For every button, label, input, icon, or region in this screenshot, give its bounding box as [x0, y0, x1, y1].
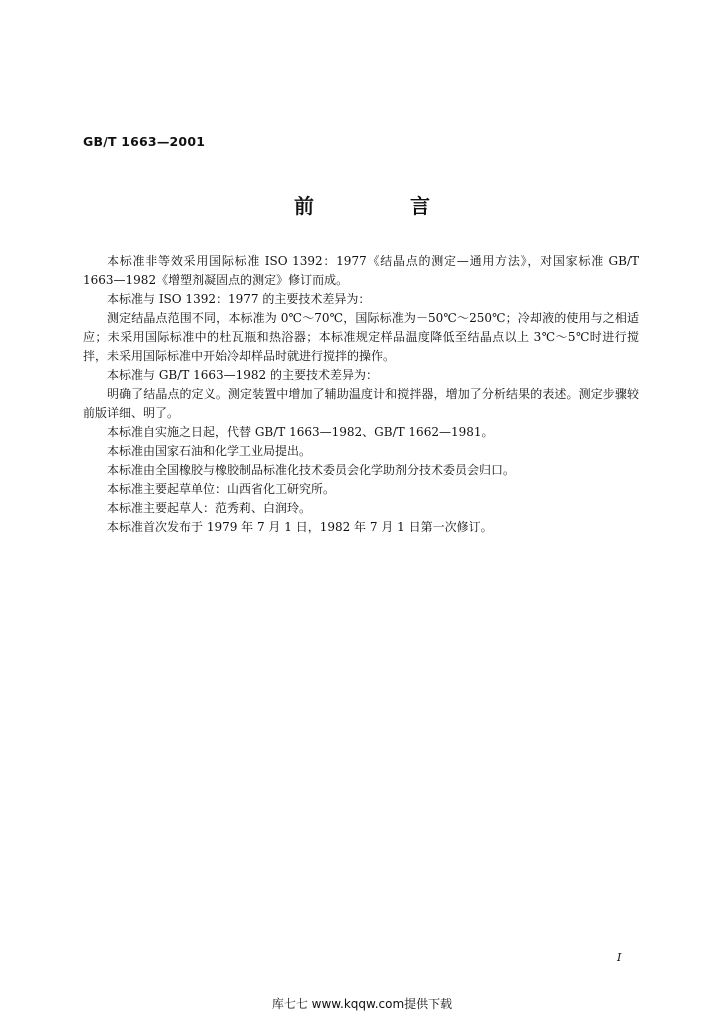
paragraph-drafting-unit: 本标准主要起草单位：山西省化工研究所。 — [107, 482, 336, 496]
paragraph-iso-diff: 测定结晶点范围不同，本标准为 0℃～70℃，国际标准为－50℃～250℃；冷却液的使用与之相适应；未采用国际标准中的杜瓦瓶和热浴器；本标准规定样品温度降低至结晶点以上 3℃～5℃时进行搅拌，未采用国际标准中开始冷却样品时就进行搅拌的操作。 — [83, 311, 639, 363]
paragraph-gb-diff-heading: 本标准与 GB/T 1663—1982 的主要技术差异为： — [107, 368, 378, 382]
paragraph-history: 本标准首次发布于 1979 年 7 月 1 日，1982 年 7 月 1 日第一次修订。 — [107, 520, 493, 534]
page-title: 前 言 — [294, 194, 468, 218]
paragraph-iso-diff-heading: 本标准与 ISO 1392：1977 的主要技术差异为： — [107, 292, 371, 306]
document-code: GB/T 1663—2001 — [83, 134, 206, 149]
document-body — [83, 252, 639, 537]
paragraph-adoption: 本标准非等效采用国际标准 ISO 1392：1977《结晶点的测定—通用方法》，对国家标准 GB/T 1663—1982《增塑剂凝固点的测定》修订而成。 — [83, 254, 639, 287]
paragraph-under-jurisdiction: 本标准由全国橡胶与橡胶制品标准化技术委员会化学助剂分技术委员会归口。 — [107, 463, 516, 477]
paragraph-gb-diff: 明确了结晶点的定义。测定装置中增加了辅助温度计和搅拌器，增加了分析结果的表述。测定步骤较前版详细、明了。 — [83, 387, 639, 420]
paragraph-replaces: 本标准自实施之日起，代替 GB/T 1663—1982、GB/T 1662—1981。 — [107, 425, 494, 439]
paragraph-drafters: 本标准主要起草人：范秀莉、白润玲。 — [107, 501, 312, 515]
page-number: I — [617, 951, 622, 964]
paragraph-proposed-by: 本标准由国家石油和化学工业局提出。 — [107, 444, 312, 458]
download-footer: 库七七 www.kqqw.com提供下载 — [271, 997, 453, 1011]
